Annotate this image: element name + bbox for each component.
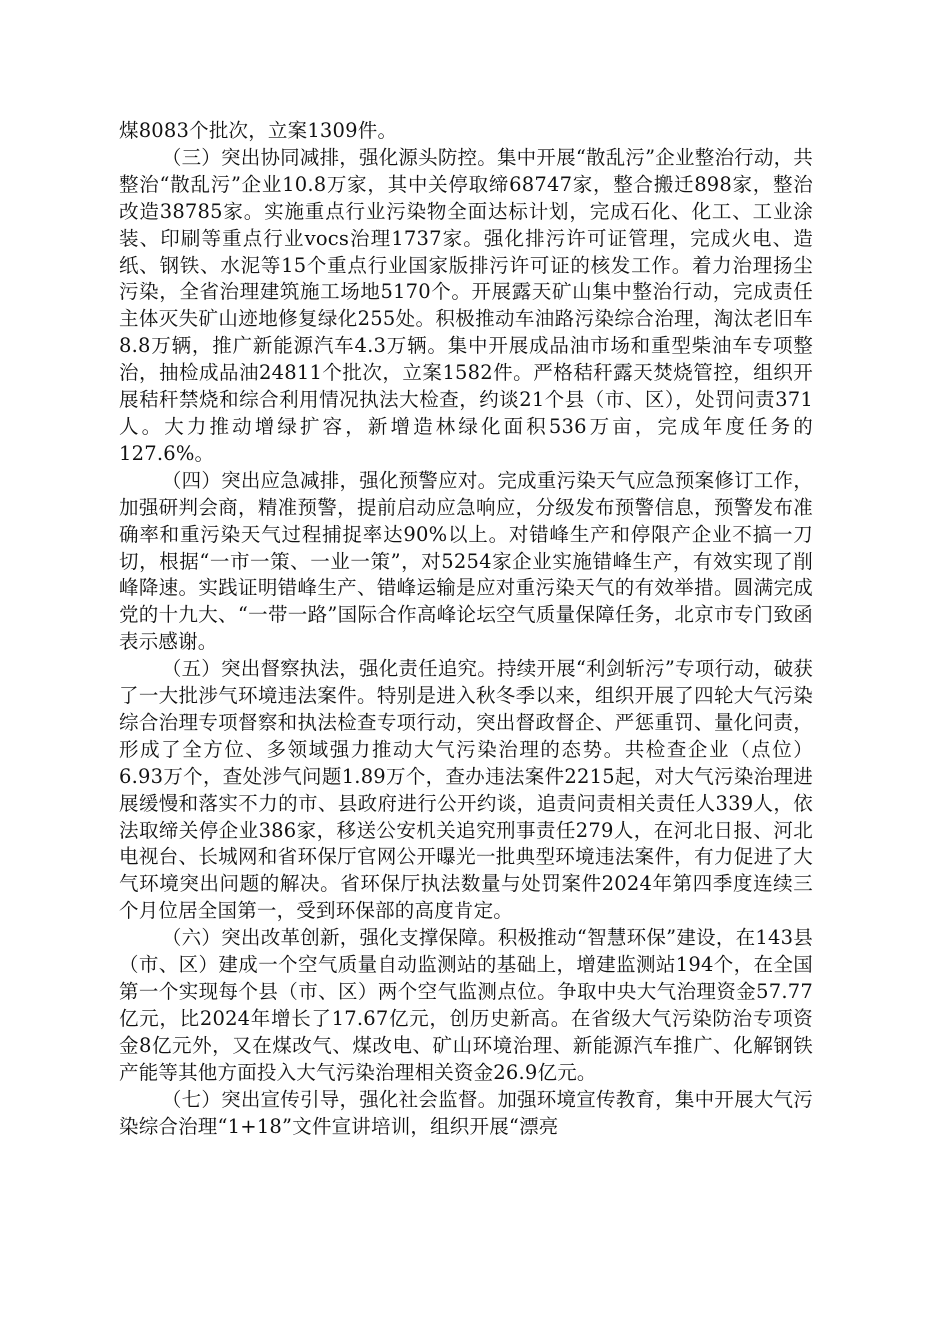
paragraph-section-5: （五）突出督察执法，强化责任追究。持续开展“利剑斩污”专项行动，破获了一大批涉气环境违法案件。特别是进入秋冬季以来，组织开展了四轮大气污染综合治理专项督察和执法检查专项行动，突出督政督企、严惩重罚、量化问责，形成了全方位、多领域强力推动大气污染治理的态势。共检查企业（点位）6.93万个，查处涉气问题1.89万个，查办违法案件2215起，对大气污染治理进展缓慢和落实不力的市、县政府进行公开约谈，追责问责相关责任人339人，依法取缔关停企业386家，移送公安机关追究刑事责任279人，在河北日报、河北电视台、长城网和省环保厅官网公开曝光一批典型环境违法案件，有力促进了大气环境突出问题的解决。省环保厅执法数量与处罚案件2024年第四季度连续三个月位居全国第一，受到环保部的高度肯定。 (119, 657, 813, 923)
paragraph-section-4: （四）突出应急减排，强化预警应对。完成重污染天气应急预案修订工作，加强研判会商，精准预警，提前启动应急响应，分级发布预警信息，预警发布准确率和重污染天气过程捕捉率达90%以上。对错峰生产和停限产企业不搞一刀切，根据“一市一策、一业一策”，对5254家企业实施错峰生产，有效实现了削峰降速。实践证明错峰生产、错峰运输是应对重污染天气的有效举措。圆满完成党的十九大、“一带一路”国际合作高峰论坛空气质量保障任务，北京市专门致函表示感谢。 (119, 468, 813, 654)
paragraph-section-7: （七）突出宣传引导，强化社会监督。加强环境宣传教育，集中开展大气污染综合治理“1+18”文件宣讲培训，组织开展“漂亮 (119, 1087, 813, 1138)
paragraph-section-3: （三）突出协同减排，强化源头防控。集中开展“散乱污”企业整治行动，共整治“散乱污”企业10.8万家，其中关停取缔68747家，整合搬迁898家，整治改造38785家。实施重点行业污染物全面达标计划，完成石化、化工、工业涂装、印刷等重点行业vocs治理1737家。强化排污许可证管理，完成火电、造纸、钢铁、水泥等15个重点行业国家版排污许可证的核发工作。着力治理扬尘污染，全省治理建筑施工场地5170个。开展露天矿山集中整治行动，完成责任主体灭失矿山迹地修复绿化255处。积极推动车油路污染综合治理，淘汰老旧车8.8万辆，推广新能源汽车4.3万辆。集中开展成品油市场和重型柴油车专项整治，抽检成品油24811个批次，立案1582件。严格秸秆露天焚烧管控，组织开展秸秆禁烧和综合利用情况执法大检查，约谈21个县（市、区），处罚问责371人。大力推动增绿扩容，新增造林绿化面积536万亩，完成年度任务的127.6%。 (119, 145, 813, 465)
paragraph-section-6: （六）突出改革创新，强化支撑保障。积极推动“智慧环保”建设，在143县（市、区）建成一个空气质量自动监测站的基础上，增建监测站194个，在全国第一个实现每个县（市、区）两个空气监测点位。争取中央大气治理资金57.77亿元，比2024年增长了17.67亿元，创历史新高。在省级大气污染防治专项资金8亿元外，又在煤改气、煤改电、矿山环境治理、新能源汽车推广、化解钢铁产能等其他方面投入大气污染治理相关资金26.9亿元。 (119, 926, 813, 1084)
paragraph-continuation: 煤8083个批次，立案1309件。 (119, 119, 398, 142)
document-body (119, 118, 813, 1140)
